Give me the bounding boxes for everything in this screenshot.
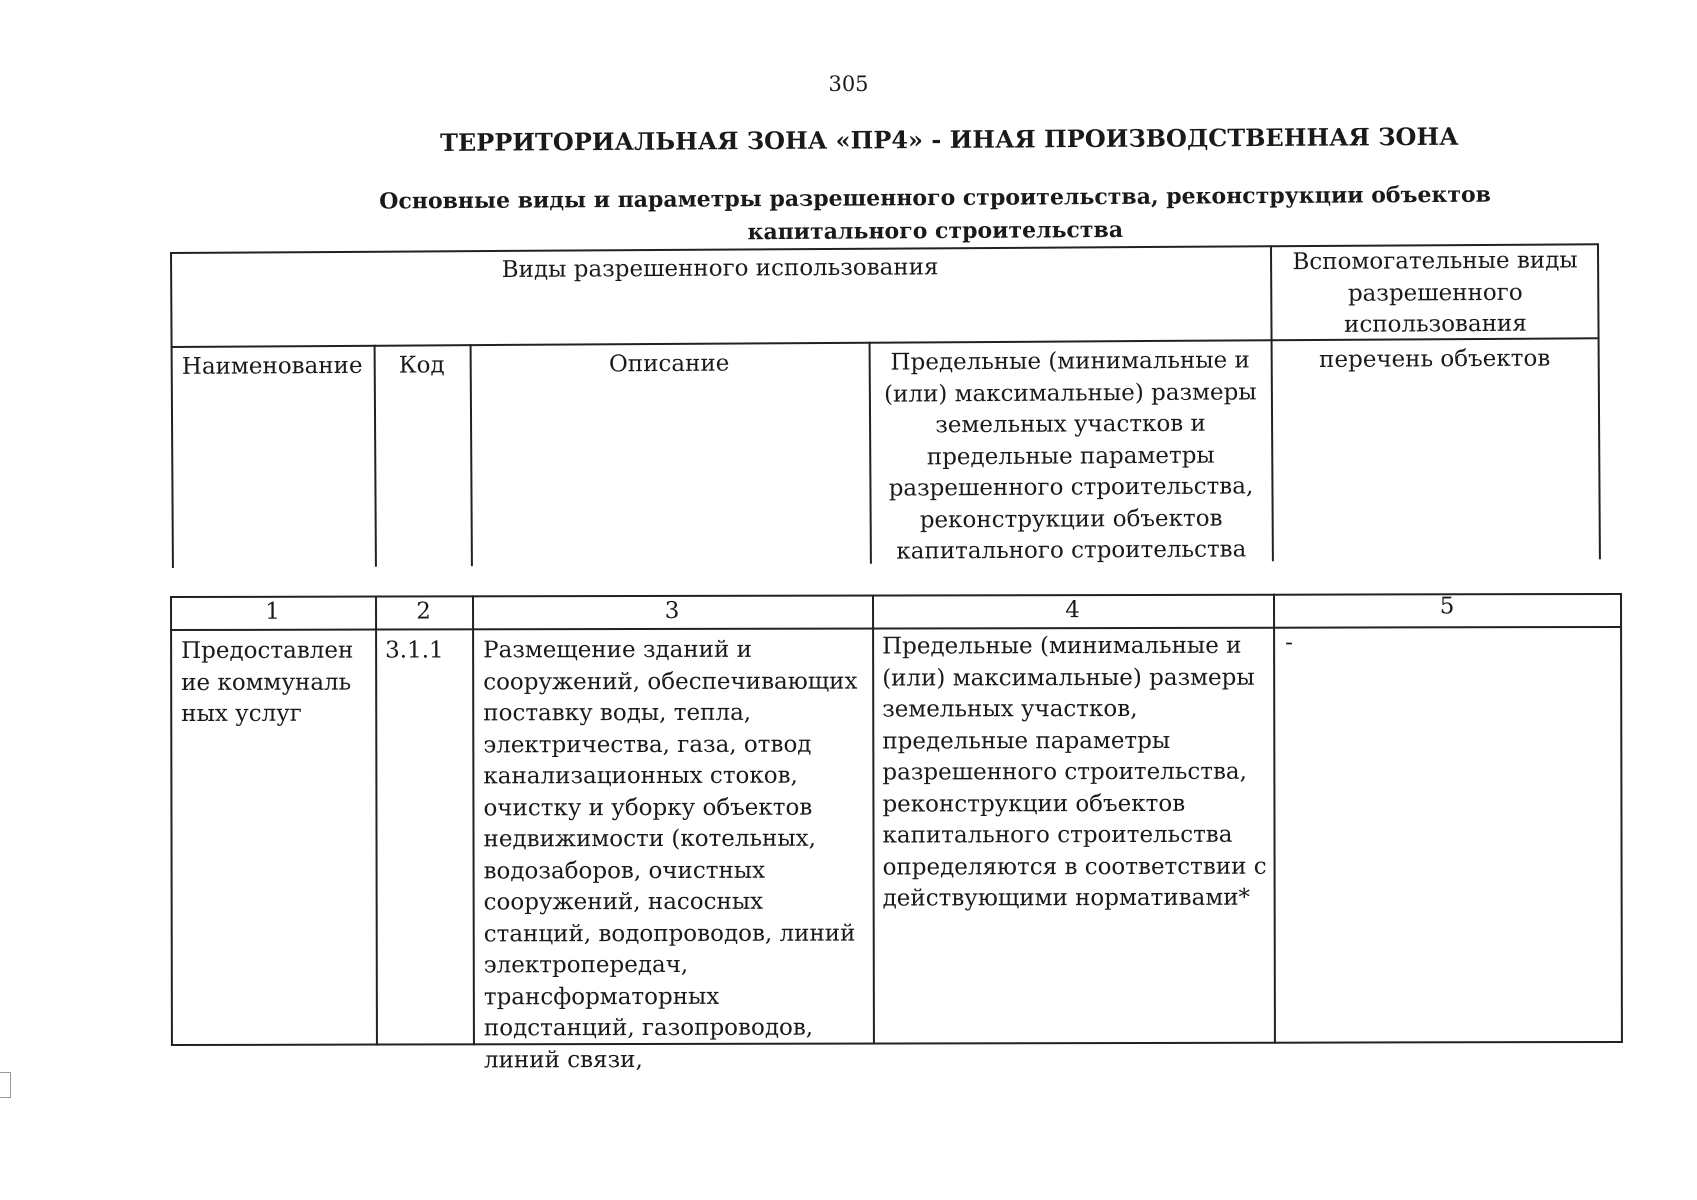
body-col-divider-4 bbox=[1273, 594, 1275, 1044]
column-number-5: 5 bbox=[1439, 593, 1455, 620]
column-number-1: 1 bbox=[265, 598, 280, 625]
column-number-2: 2 bbox=[416, 598, 431, 625]
body-col-divider-3 bbox=[872, 595, 874, 1045]
column-number-3: 3 bbox=[664, 597, 680, 624]
body-table bbox=[170, 593, 1622, 1073]
header-col-name: Наименование bbox=[181, 352, 363, 380]
header-table bbox=[170, 243, 1600, 568]
header-left-border bbox=[170, 252, 173, 568]
header-group-aux: Вспомогательные виды разрешенного использования bbox=[1292, 247, 1578, 338]
header-col-limits: Предельные (минимальные и (или) максимальные) размеры земельных участков и предельные параметры разрешенного строительства, реконструкции объектов капитального строительства bbox=[884, 347, 1257, 565]
zone-title: ТЕРРИТОРИАЛЬНАЯ ЗОНА «ПР4» - ИНАЯ ПРОИЗВОДСТВЕННАЯ ЗОНА bbox=[440, 121, 1459, 157]
body-bottom-border bbox=[171, 1041, 1622, 1046]
page-number: 305 bbox=[828, 72, 869, 96]
header-group-divider bbox=[1270, 245, 1273, 561]
header-col-code: Код bbox=[398, 352, 445, 379]
body-col-divider-1 bbox=[375, 596, 377, 1046]
body-left-border bbox=[170, 596, 172, 1046]
header-col-description: Описание bbox=[608, 350, 730, 378]
header-group-main: Виды разрешенного использования bbox=[501, 254, 939, 283]
body-right-border bbox=[1620, 593, 1622, 1043]
row-limits: Предельные (минимальные и (или) максимальные) размеры земельных участков, предельные параметры разрешенного строительства, реконструкции объектов капитального строительства определяются в соответствии с действующими нормативами* bbox=[882, 632, 1267, 912]
header-col-divider-3 bbox=[869, 342, 872, 564]
row-code: 3.1.1 bbox=[385, 637, 444, 664]
section-title: Основные виды и параметры разрешенного строительства, реконструкции объектов капитального строительства bbox=[379, 181, 1491, 246]
body-col-divider-2 bbox=[472, 595, 474, 1045]
row-description: Размещение зданий и сооружений, обеспечивающих поставку воды, тепла, электричества, газа, отвод канализационных стоков, очистку и уборку объектов недвижимости (котельных, водозаборов, очистных сооружений, насосных станций, водопроводов, линий электропередач, трансформаторных подстанций, газопроводов, линий связи, bbox=[483, 636, 858, 1073]
row-aux: - bbox=[1285, 629, 1293, 656]
column-number-4: 4 bbox=[1065, 597, 1080, 624]
header-col-aux: перечень объектов bbox=[1319, 345, 1551, 373]
header-right-border bbox=[1597, 243, 1600, 559]
row-name: Предоставление коммунальных услуг bbox=[181, 637, 354, 727]
scan-edge-mark bbox=[0, 1072, 11, 1098]
